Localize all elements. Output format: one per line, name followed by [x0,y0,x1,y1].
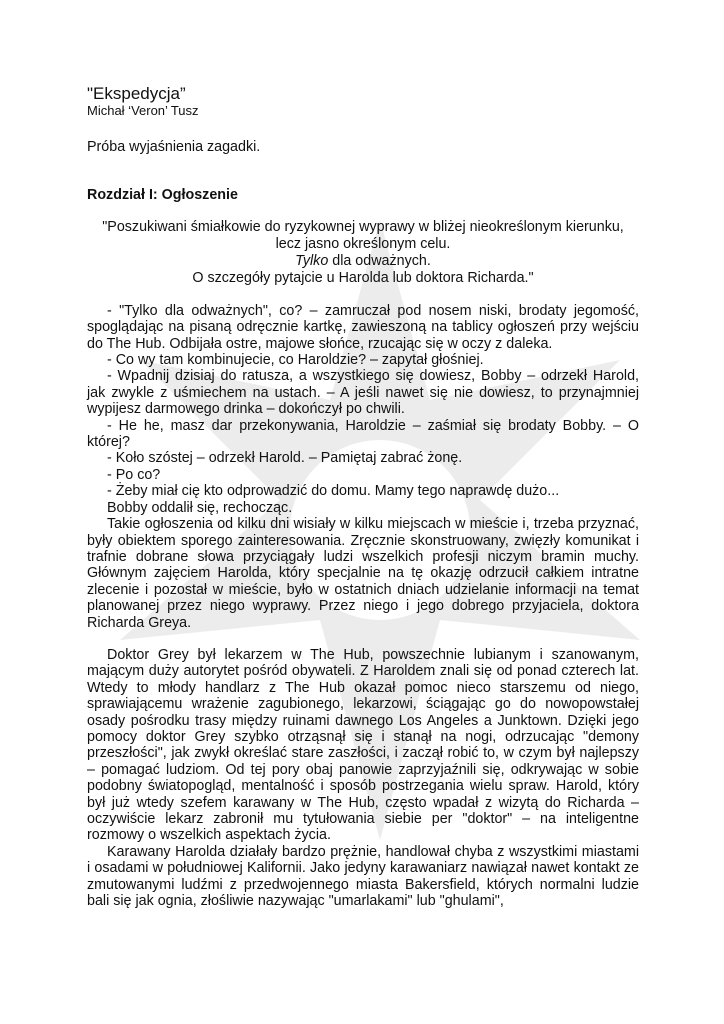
notice-line-2: lecz jasno określonym celu. [275,235,451,252]
notice-line-4: O szczegóły pytajcie u Harolda lub doktora Richarda." [192,269,534,286]
subtitle: Próba wyjaśnienia zagadki. [87,139,261,155]
chapter-heading: Rozdział I: Ogłoszenie [87,187,238,204]
paragraph: Takie ogłoszenia od kilku dni wisiały w kilku miejscach w mieście i, trzeba przyznać, były obiektem sporego zainteresowania. Zręcznie skonstruowany, zwięzły komunikat i trafnie dobrane słowa przyciągały ludzi wszelkich profesji niczym bramin muchy. Głównym zajęciem Harolda, który specjalnie na tę okazję odrzucił całkiem intratne zlecenie i pozostał w mieście, było w ostatnich dniach udzielanie informacji na temat planowanej przez niego wyprawy. Przez niego i jego dobrego przyjaciela, doktora Richarda Greya. [87,516,639,631]
paragraph: - Po co? [107,466,161,483]
paragraph: - He he, masz dar przekonywania, Haroldzie – zaśmiał się brodaty Bobby. – O której? [87,417,639,451]
paragraph: - Koło szóstej – odrzekł Harold. – Pamiętaj zabrać żonę. [107,450,463,467]
notice-line-1: "Poszukiwani śmiałkowie do ryzykownej wyprawy w bliżej nieokreślonym kierunku, [102,218,624,235]
paragraph: Karawany Harolda działały bardzo prężnie, handlował chyba z wszystkimi miastami i osadami w południowej Kalifornii. Jako jedyny karawaniarz nawiązał nawet kontakt ze zmutowanymi ludźmi z przedwojennego miasta Bakersfield, których normalni ludzie bali się jak ognia, złośliwie nazywając "umarlakami" lub "ghulami", [87,843,639,910]
paragraph-spacer [87,631,639,647]
document-title: "Ekspedycja” [87,84,186,103]
document-page [87,84,639,909]
paragraph: - Żeby miał cię kto odprowadzić do domu. Mamy tego naprawdę dużo... [107,483,560,500]
notice-italic-word: Tylko [295,252,329,269]
paragraph: - Co wy tam kombinujecie, co Haroldzie? – zapytał głośniej. [107,352,484,369]
announcement-notice [87,219,639,287]
author-line: Michał ‘Veron’ Tusz [87,103,199,118]
paragraph: - "Tylko dla odważnych", co? – zamruczał pod nosem niski, brodaty jegomość, spoglądając na pisaną odręcznie kartkę, zawieszoną na tablicy ogłoszeń przy wejściu do The Hub. Odbijała ostre, majowe słońce, rzucając się w oczy z daleka. [87,302,639,352]
paragraph: Bobby oddalił się, rechocząc. [107,499,293,516]
paragraph: Doktor Grey był lekarzem w The Hub, powszechnie lubianym i szanowanym, mającym duży autorytet pośród obywateli. Z Haroldem znali się od ponad czterech lat. Wtedy to młody handlarz z The Hub okazał pomoc nieco starszemu od niego, sprawiającemu wrażenie zagubionego, lekarzowi, ściągając go do nowopowstałej osady pośrodku trasy między ruinami dawnego Los Angeles a Junktown. Dzięki jego pomocy doktor Grey szybko otrząsnął się i stanął na nogi, odrzucając "demony przeszłości", jak zwykł określać stare zaszłości, i zaczął robić to, w czym był najlepszy – pomagać ludziom. Od tej pory obaj panowie zaprzyjaźnili się, odkrywając w sobie podobny światopogląd, mentalność i sposób postrzegania wielu spraw. Harold, który był już wtedy szefem karawany w The Hub, często wpadał z wizytą do Richarda – oczywiście lekarz zabronił mu tytułowania siebie per "doktor" – na inteligentne rozmowy o wszelkich aspektach życia. [87,646,639,844]
notice-line-3 [87,253,639,270]
paragraph: - Wpadnij dzisiaj do ratusza, a wszystkiego się dowiesz, Bobby – odrzekł Harold, jak zwykle z uśmiechem na ustach. – A jeśli nawet się nie dowiesz, to przynajmniej wypijesz darmowego drinka – dokończył po chwili. [87,368,639,418]
notice-line-3-rest: dla odważnych. [328,252,431,269]
